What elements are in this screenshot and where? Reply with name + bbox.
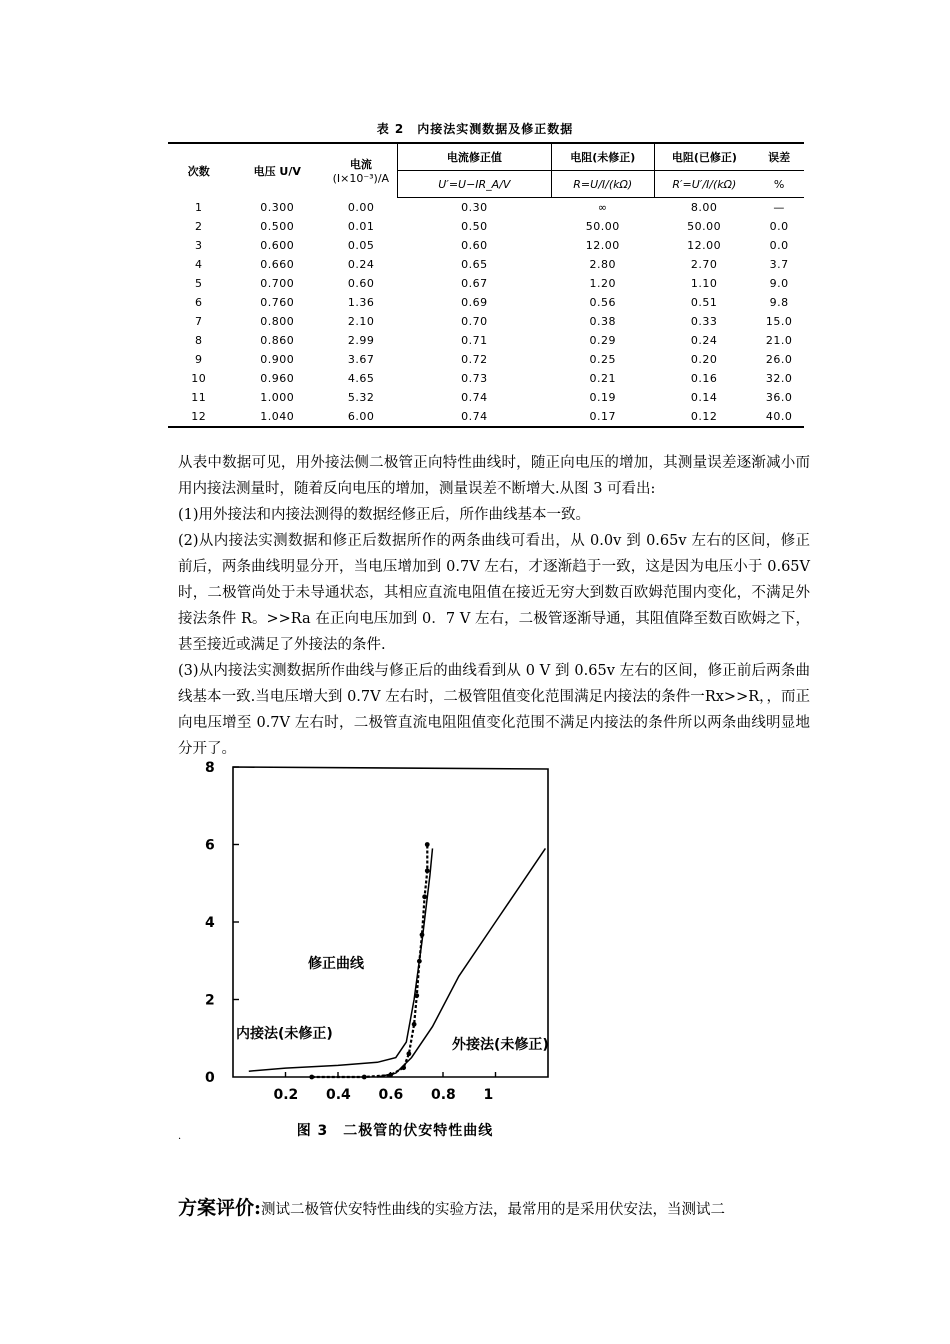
x-tick-label: 0.2 (273, 1087, 299, 1100)
table-cell: 21.0 (765, 334, 793, 347)
header-resistance-corrected-formula: R′=U′/I/(kΩ) (654, 171, 754, 198)
table-cell: 0.74 (397, 407, 551, 427)
header-error: 误差 (754, 143, 804, 171)
y-tick-label: 4 (205, 915, 215, 931)
header-resistance-uncorrected-formula: R=U/I/(kΩ) (551, 171, 654, 198)
table-body (168, 198, 804, 428)
table-cell: 7 (195, 315, 203, 328)
x-tick-label: 0.6 (378, 1087, 404, 1100)
table-cell: 0.17 (551, 407, 654, 427)
header-resistance-uncorrected: 电阻(未修正) (551, 143, 654, 171)
table-cell: 0.20 (690, 353, 718, 366)
evaluation-section (178, 1196, 818, 1222)
paragraph-1: 从表中数据可见，用外接法侧二极管正向特性曲线时，随正向电压的增加，其测量误差逐渐减小而用内接法测量时，随着反向电压的增加，测量误差不断增大.从图 3 可看出: (178, 455, 810, 497)
body-text (178, 450, 810, 762)
table-cell: 2.10 (347, 315, 375, 328)
table-cell: 0.300 (260, 200, 295, 214)
table-cell: 5.32 (347, 391, 375, 404)
table-cell: 26.0 (765, 353, 793, 366)
paragraph-4: (3)从内接法实测数据所作曲线与修正后的曲线看到从 0 V 到 0.65v 左右的区间，修正前后两条曲线基本一致.当电压增大到 0.7V 左右时，二极管阻值变化范围满足内接法的条件一Rx>>R，，而正向电压增至 0.7V 左右时，二极管直流电阻阻值变化范围不满足内接法的条件所以两条曲线明显地分开了。 (178, 663, 810, 757)
header-resistance-corrected: 电阻(已修正) (654, 143, 754, 171)
table-cell: 4.65 (347, 372, 375, 385)
table-row (168, 350, 804, 369)
table-cell: 0.56 (589, 296, 616, 309)
table-cell: 0.600 (260, 239, 295, 252)
table-cell: 0.60 (347, 277, 375, 290)
y-tick-label: 6 (205, 837, 215, 854)
header-current-line1: 电流 (349, 158, 372, 172)
corrected-data-point (417, 959, 422, 964)
table-cell: — (773, 201, 785, 214)
table-cell: 9 (195, 353, 203, 366)
table-cell: 0.51 (690, 296, 718, 309)
corrected-data-point (422, 894, 427, 899)
y-tick-label: 0 (205, 1070, 215, 1086)
data-table (168, 142, 804, 428)
table-cell: 12.00 (585, 239, 620, 252)
table-cell: 0.29 (589, 334, 616, 347)
table-cell: 0.50 (461, 220, 488, 233)
corrected-data-point (406, 1051, 411, 1056)
table-cell: 0.69 (461, 296, 488, 309)
table-cell: 0.00 (347, 200, 375, 214)
header-voltage: 电压 U/V (230, 143, 325, 198)
table-cell: 2.70 (690, 258, 718, 271)
table-row (168, 198, 804, 218)
table-cell: 0.900 (260, 353, 295, 366)
table-cell: 1.000 (260, 391, 295, 404)
table-cell: 1 (195, 200, 203, 214)
table-cell: 0.71 (461, 334, 488, 347)
table-cell: 32.0 (765, 372, 793, 385)
table-cell: 9.8 (769, 296, 789, 309)
corrected-data-point (309, 1075, 314, 1080)
y-tick-label: 2 (205, 992, 215, 1009)
table-cell: 11 (191, 391, 207, 404)
label-outer-uncorrected: 外接法(未修正) (452, 1037, 549, 1053)
iv-curve-chart (190, 755, 590, 1100)
table-cell: 0.25 (589, 353, 616, 366)
corrected-data-point (425, 842, 430, 847)
table-cell: 10 (191, 372, 207, 385)
table-cell: 50.00 (687, 220, 722, 233)
header-current-line2: (I×10⁻³)/A (332, 172, 390, 186)
header-corrected-current: 电流修正值 (397, 143, 551, 171)
corrected-data-point (412, 1022, 417, 1027)
table-cell: 0.65 (461, 258, 488, 271)
table-row (168, 407, 804, 427)
y-tick-label: 8 (205, 760, 215, 776)
x-tick-label: 0.4 (326, 1087, 351, 1100)
table-cell: 0.30 (461, 201, 488, 214)
table-cell: 0.16 (690, 372, 718, 385)
x-tick-label: 1 (483, 1087, 494, 1100)
table-cell: 3.67 (347, 353, 375, 366)
table-cell: 0.01 (347, 220, 375, 233)
x-tick-label: 0.8 (431, 1087, 456, 1100)
table-cell: 0.33 (690, 315, 718, 328)
table-cell: 0.60 (461, 239, 488, 252)
table-row (168, 388, 804, 407)
table-row (168, 369, 804, 388)
table-cell: 1.10 (690, 277, 718, 290)
table-cell: 0.24 (347, 258, 375, 271)
table-cell: 0.19 (589, 391, 616, 404)
table-cell: 0.12 (654, 407, 754, 427)
paragraph-3: (2)从内接法实测数据和修正后数据所作的两条曲线可看出，从 0.0v 到 0.65v 左右的区间，修正前后，两条曲线明显分开，当电压增加到 0.7V 左右，才逐渐趋于一致，这是因为电压小于 0.65V 时，二极管尚处于未导通状态，其相应直流电阻值在接近无穷大到数百欧姆范围内变化，不满足外接法条件 R。>>Ra 在正向电压加到 0．7 V 左右，二极管逐渐导通，其阻值降至数百欧姆之下，甚至接近或满足了外接法的条件. (178, 533, 810, 653)
table-cell: 1.20 (589, 277, 616, 290)
table-cell: 0.21 (589, 372, 616, 385)
table-cell: 8 (195, 334, 203, 347)
table-cell: 50.00 (585, 220, 620, 233)
header-error-unit: % (754, 171, 804, 198)
table-cell: 6.00 (325, 407, 397, 427)
table-title: 表 2 内接法实测数据及修正数据 (376, 122, 574, 136)
table-cell: 0.14 (690, 391, 718, 404)
table-cell: ∞ (597, 201, 608, 214)
table-cell: 0.500 (260, 220, 295, 233)
table-row (168, 331, 804, 350)
table-row (168, 217, 804, 236)
table-cell: 1.040 (230, 407, 325, 427)
table-cell: 12 (168, 407, 230, 427)
table-cell: 2.80 (589, 258, 616, 271)
table-cell: 36.0 (765, 391, 793, 404)
table-cell: 0.760 (260, 296, 295, 309)
table-cell: 9.0 (769, 277, 789, 290)
table-cell: 2 (195, 220, 203, 233)
table-cell: 0.73 (461, 372, 488, 385)
table-cell: 15.0 (765, 315, 793, 328)
table-cell: 0.72 (461, 353, 488, 366)
table-cell: 6 (195, 296, 203, 309)
header-corrected-formula: U′=U−IR_A/V (397, 171, 551, 198)
table-cell: 3 (195, 239, 203, 252)
table-row (168, 255, 804, 274)
table-row (168, 293, 804, 312)
corrected-data-point (362, 1075, 367, 1080)
table-cell: 0.38 (589, 315, 616, 328)
table-cell: 0.74 (461, 391, 488, 404)
table-cell: 12.00 (687, 239, 722, 252)
corrected-data-point (414, 993, 419, 998)
table-cell: 3.7 (769, 258, 789, 271)
header-count: 次数 (168, 143, 230, 198)
header-current (325, 143, 397, 198)
table-cell: 4 (195, 258, 203, 271)
evaluation-label: 方案评价: (178, 1197, 262, 1219)
table-cell: 0.960 (260, 372, 295, 385)
table-cell: 0.67 (461, 277, 488, 290)
table-cell: 0.05 (347, 239, 375, 252)
table-row (168, 236, 804, 255)
table-cell: 0.24 (690, 334, 718, 347)
table-cell: 0.660 (260, 258, 295, 271)
table-cell: 0.700 (260, 277, 295, 290)
table-cell: 0.70 (461, 315, 488, 328)
table-cell: 2.99 (347, 334, 375, 347)
table-cell: 0.0 (769, 220, 789, 233)
label-inner-uncorrected: 内接法(未修正) (236, 1026, 333, 1042)
corrected-data-point (425, 868, 430, 873)
paragraph-2: (1)用外接法和内接法测得的数据经修正后，所作曲线基本一致。 (178, 507, 591, 523)
label-corrected-curve: 修正曲线 (308, 956, 364, 972)
table-cell: 0.0 (769, 239, 789, 252)
table-cell: 0.860 (260, 334, 295, 347)
table-cell: 8.00 (690, 201, 718, 214)
evaluation-text: 测试二极管伏安特性曲线的实验方法，最常用的是采用伏安法，当测试二 (261, 1202, 726, 1218)
stray-dot: · (178, 1134, 182, 1145)
table-cell: 5 (195, 277, 203, 290)
table-cell: 40.0 (754, 407, 804, 427)
table-cell: 0.800 (260, 315, 295, 328)
table-cell: 1.36 (347, 296, 375, 309)
figure-caption: 图 3 二极管的伏安特性曲线 (296, 1123, 494, 1139)
table-row (168, 274, 804, 293)
corrected-data-point (420, 932, 425, 937)
table-row (168, 312, 804, 331)
